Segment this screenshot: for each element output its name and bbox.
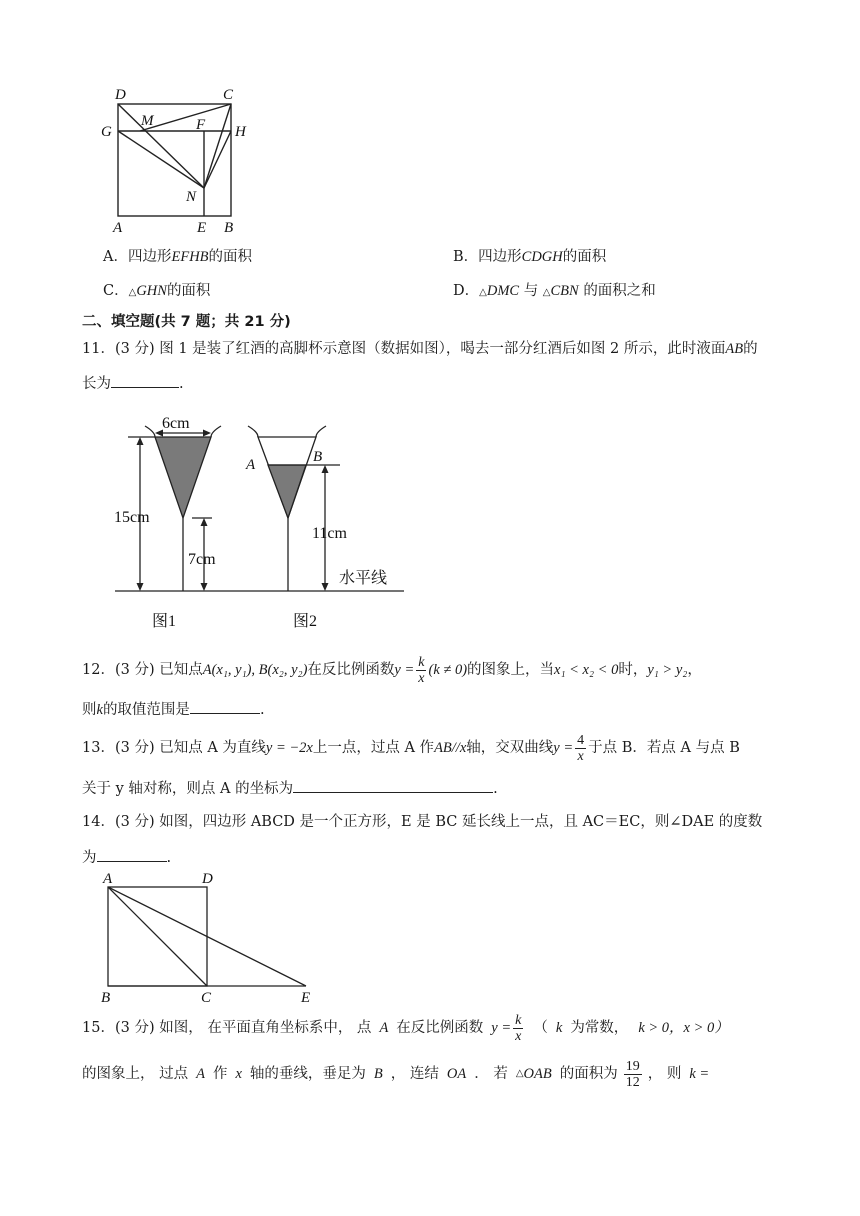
answer-blank[interactable] bbox=[293, 776, 493, 793]
label-c: C bbox=[223, 87, 234, 103]
label-f: F bbox=[196, 117, 206, 133]
q12-line2: 则k的取值范围是 . bbox=[82, 697, 265, 720]
label-11cm: 11cm bbox=[312, 525, 347, 542]
q14-line2: 为 . bbox=[82, 845, 171, 868]
label-15cm: 15cm bbox=[114, 509, 150, 526]
answer-blank[interactable] bbox=[111, 371, 179, 388]
q15-line1: 15．(3 分) 如图， 在平面直角坐标系中， 点 A 在反比例函数 y = $\frac{k}{x}$ （ k 为常数， k > 0，x > 0） bbox=[82, 1012, 729, 1044]
label-a: A bbox=[246, 457, 256, 473]
label-a: A bbox=[113, 220, 123, 236]
label-fig1: 图1 bbox=[152, 613, 177, 630]
label-g: G bbox=[101, 124, 112, 140]
label-fig2: 图2 bbox=[293, 613, 318, 630]
label-6cm: 6cm bbox=[162, 415, 190, 432]
answer-blank[interactable] bbox=[97, 845, 167, 862]
label-a: A bbox=[103, 871, 113, 887]
figure-q14 bbox=[0, 870, 860, 1010]
label-h: H bbox=[235, 124, 246, 140]
section-title: 二、填空题(共 7 题；共 21 分) bbox=[82, 314, 291, 330]
label-d: D bbox=[115, 87, 126, 103]
label-b: B bbox=[224, 220, 234, 236]
label-7cm: 7cm bbox=[188, 551, 216, 568]
q11-line1: 11．(3 分) 图 1 是装了红酒的高脚杯示意图（数据如图），喝去一部分红酒后如图 2 所示，此时液面AB的 bbox=[82, 341, 758, 357]
label-e: E bbox=[301, 990, 311, 1006]
option-a: A．四边形EFHB的面积 bbox=[103, 249, 253, 265]
figure-q11 bbox=[0, 400, 860, 660]
q14-line1: 14．(3 分) 如图，四边形 ABCD 是一个正方形，E 是 BC 延长线上一点，且 AC＝EC，则∠DAE 的度数 bbox=[82, 814, 763, 830]
q12-line1: 12．(3 分) 已知点 A(x₁, y₁), B(x₂, y₂) 在反比例函数 y = $\frac{k}{x}$ (k ≠ 0) 的图象上，当 x₁ < x₂ < 0 时， y₁ > y₂ ， bbox=[82, 654, 702, 686]
answer-blank[interactable] bbox=[190, 697, 260, 714]
label-d: D bbox=[202, 871, 213, 887]
q13-line2: 关于 y 轴对称，则点 A 的坐标为 . bbox=[82, 776, 498, 799]
label-e: E bbox=[197, 220, 207, 236]
q11-line2: 长为 . bbox=[82, 371, 184, 394]
label-m: M bbox=[141, 113, 154, 129]
figure-q10 bbox=[0, 0, 860, 240]
label-b: B bbox=[313, 449, 323, 465]
option-c: C．△GHN的面积 bbox=[103, 283, 211, 299]
label-b: B bbox=[101, 990, 111, 1006]
q13-line1: 13．(3 分) 已知点 A 为直线 y = −2x 上一点，过点 A 作 AB//x 轴，交双曲线 y = $\frac{4}{x}$ 于点 B．若点 A 与点 B bbox=[82, 732, 740, 764]
q15-line2: 的图象上， 过点 A 作 x 轴的垂线，垂足为 B ， 连结 OA ． 若 △ OAB 的面积为 $\frac{19}{12}$ ， 则 k = bbox=[82, 1058, 710, 1090]
option-b: B．四边形CDGH的面积 bbox=[453, 249, 607, 265]
label-horizon: 水平线 bbox=[339, 570, 388, 587]
label-c: C bbox=[201, 990, 212, 1006]
option-d: D．△DMC 与 △CBN 的面积之和 bbox=[453, 283, 656, 299]
label-n: N bbox=[186, 189, 197, 205]
